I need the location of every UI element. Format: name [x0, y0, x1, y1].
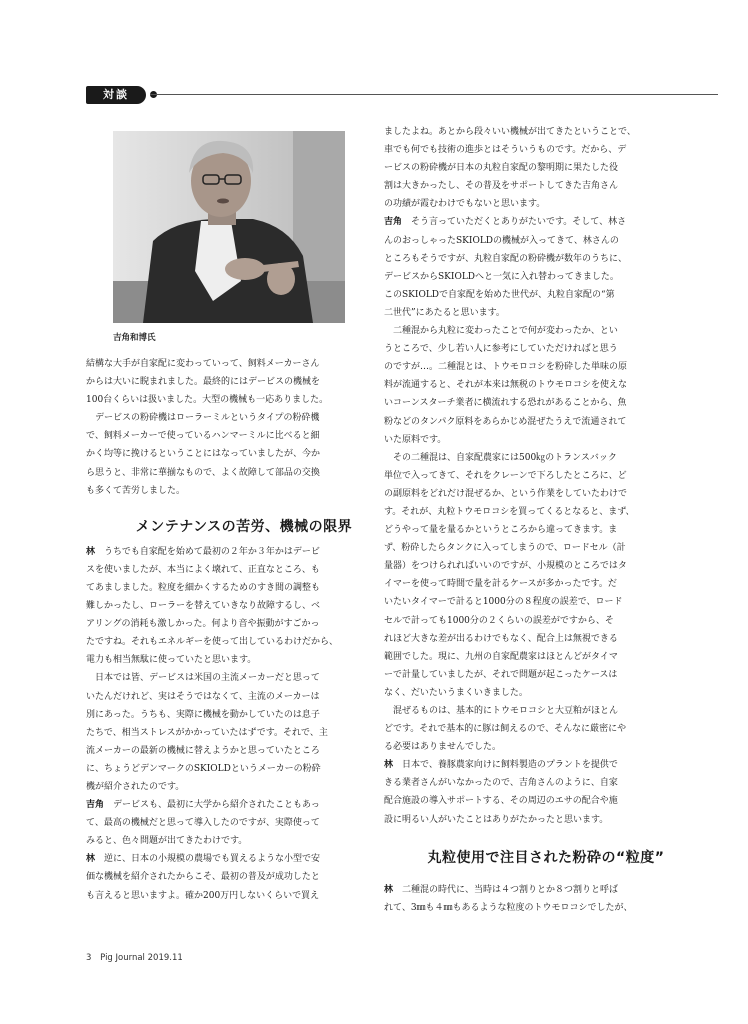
text-line: アリングの消耗も激しかった。何より音や振動がすごかっ [86, 619, 320, 630]
left-column [86, 355, 366, 905]
line-text: 二種混の時代に、当時は４つ割りとか８つ割りと呼ば [393, 884, 619, 895]
text-line: で、飼料メーカーで使っているハンマーミルに比べると細 [86, 431, 320, 442]
text-line [384, 213, 664, 231]
text-line: このSKIOLDで自家配を始めた世代が、丸粒自家配の“第 [384, 289, 615, 300]
text-line: 機が紹介されたのです。 [86, 781, 185, 792]
text-line: んのおっしゃったSKIOLDの機械が入ってきて、林さんの [384, 235, 619, 246]
section-heading: メンテナンスの苦労、機械の限界 [135, 519, 353, 535]
text-line: て、最高の機械だと思って導入したのですが、実際使って [86, 818, 320, 829]
text-line: 二世代”にあたると思います。 [384, 307, 505, 318]
paragraph [384, 449, 664, 702]
text-line: の副原料をどれだけ混ぜるか、という作業をしていたわけで [384, 488, 628, 499]
speaker-name: 林 [86, 854, 96, 865]
text-line: スを使いましたが、本当によく壊れて、正直なところ、も [86, 564, 320, 575]
text-line: 範囲でした。現に、九州の自家配農家はほとんどがタイマ [384, 651, 618, 662]
text-line: 粉などのタンパク原料をあらかじめ混ぜたうえで流通されて [384, 416, 627, 427]
photo-caption: 吉角和博氏 [113, 333, 156, 343]
text-line: たちで、相当ストレスがかかっていたはずです。それで、主 [86, 727, 328, 738]
text-line: ービスの粉砕機が日本の丸粒自家配の黎明期に果たした役 [384, 163, 619, 174]
text-line [86, 543, 366, 561]
section-heading: 丸粒使用で注目された粉砕の“粒度” [427, 850, 665, 866]
text-line: 電力も相当無駄に使っていたと思います。 [86, 655, 257, 666]
portrait-image [113, 131, 345, 323]
text-line: いコーンスターチ業者に横流れする恐れがあることから、魚 [384, 398, 627, 409]
text-line [86, 796, 366, 814]
text-line: 難しかったし、ローラーを替えていきなり故障するし、ベ [86, 601, 321, 612]
page-footer [86, 953, 183, 963]
text-line: なく、だいたいうまくいきました。 [384, 687, 528, 698]
text-line: 配合施設の導入サポートする、その周辺のエサの配合や施 [384, 796, 618, 807]
text-line: デービスからSKIOLDへと一気に入れ替わってきました。 [384, 271, 619, 282]
text-line: 結構な大手が自家配に変わっていって、飼料メーカーさん [86, 359, 320, 369]
text-line [384, 881, 664, 899]
text-line: てあましました。粒度を細かくするためのすき間の調整も [86, 582, 321, 593]
speaker-name: 林 [384, 760, 394, 771]
speaker-name: 林 [384, 884, 394, 895]
text-line: どです。それで基本的に豚は飼えるので、そんなに厳密にや [384, 724, 627, 735]
paragraph [384, 881, 664, 917]
text-line: ところもそうですが、丸粒自家配の粉砕機が数年のうちに、 [384, 253, 628, 264]
text-line: れほど大きな差が出るわけでもなく、配合上は無視できる [384, 633, 618, 644]
line-text: うちでも自家配を始めて最初の２年か３年かはデービ [95, 546, 320, 557]
paragraph [384, 123, 664, 213]
paragraph [384, 213, 664, 322]
text-line: からは大いに睨まれました。最終的にはデービスの機械を [86, 377, 321, 388]
text-line [384, 756, 664, 774]
text-line: 単位で入ってきて、それをクレーンで下ろしたところに、ど [384, 470, 627, 481]
text-line: その二種混は、自家配農家には500㎏のトランスバック [384, 452, 617, 463]
text-line: 日本では皆、デービスは米国の主流メーカーだと思って [86, 673, 320, 684]
paragraph [86, 796, 366, 850]
text-line: きる業者さんがいなかったので、吉角さんのように、自家 [384, 778, 618, 789]
text-line: も多くて苦労しました。 [86, 485, 186, 496]
text-line: ず、粉砕したらタンクに入ってしまうので、ロードセル（計 [384, 543, 626, 554]
text-line: いたいタイマーで計ると1000分の８程度の誤差で、ロード [384, 597, 623, 608]
text-line: 設に明るい人がいたことはありがたかったと思います。 [384, 814, 609, 825]
text-line: 混ぜるものは、基本的にトウモロコシと大豆粕がほとん [384, 706, 619, 716]
text-line: も言えると思いますよ。確か200万円しないくらいで買え [86, 890, 320, 901]
text-line: かく均等に挽けるということにはなっていましたが、今か [86, 449, 321, 460]
line-text: 逆に、日本の小規模の農場でも買えるような小型で安 [95, 854, 321, 865]
text-line: ーで計量していましたが、それで問題が起こったケースは [384, 669, 618, 680]
text-line: の功績が霞むわけでもないと思います。 [384, 199, 546, 210]
line-text: そう言っていただくとありがたいです。そして、林さ [402, 217, 627, 228]
paragraph [86, 409, 366, 499]
paragraph [86, 355, 366, 409]
paragraph [384, 756, 664, 828]
section-header [86, 86, 718, 104]
text-line: いた原料です。 [384, 434, 447, 445]
text-line: みると、色々問題が出てきたわけです。 [86, 836, 248, 847]
header-rule [150, 94, 718, 95]
text-line: セルで計っても1000分の２くらいの誤差がですから、そ [384, 615, 614, 626]
text-line: 割は大きかったし、その普及をサポートしてきた吉角さん [384, 181, 619, 192]
paragraph [86, 850, 366, 904]
speaker-name: 林 [86, 546, 96, 557]
journal-name: Pig Journal 2019.11 [100, 953, 183, 963]
text-line: うところで、少し若い人に参考にしていただければと思う [384, 344, 618, 355]
text-line: す。それが、丸粒トウモロコシを買ってくるとなると、まず、 [384, 506, 635, 517]
text-line: たですね。それもエネルギーを使って出しているわけだから、 [86, 637, 339, 648]
text-line: ましたよね。あとから段々いい機械が出てきたということで、 [384, 127, 636, 137]
paragraph [86, 669, 366, 796]
text-line: 100台くらいは扱いました。大型の機械も一応ありました。 [86, 395, 329, 406]
interviewee-photo [113, 131, 345, 323]
text-line: どうやって量を量るかというところから違ってきます。ま [384, 525, 618, 536]
line-text: 日本で、養豚農家向けに飼料製造のプラントを提供で [393, 760, 618, 771]
speaker-name: 吉角 [86, 800, 105, 811]
paragraph [384, 322, 664, 449]
text-line: 二種混から丸粒に変わったことで何が変わったか、とい [384, 326, 618, 337]
speaker-name: 吉角 [384, 217, 403, 228]
paragraph [86, 543, 366, 670]
text-line: に、ちょうどデンマークのSKIOLDというメーカーの粉砕 [86, 763, 321, 774]
text-line: 流メーカーの最新の機械に替えようかと思っていたところ [86, 745, 320, 756]
line-text: デービスも、最初に大学から紹介されたこともあっ [104, 800, 320, 811]
text-line [86, 850, 366, 868]
text-line: いたんだけれど、実はそうではなくて、主流のメーカーは [86, 691, 320, 702]
paragraph [384, 702, 664, 756]
text-line: デービスの粉砕機はローラーミルというタイプの粉砕機 [86, 413, 320, 424]
text-line: イマーを使って時間で量を計るケースが多かったです。だ [384, 579, 617, 590]
text-line: 価な機械を紹介されたからこそ、最初の普及が成功したと [86, 872, 320, 883]
text-line: れて、3㎜も４㎜もあるような粒度のトウモロコシでしたが、 [384, 902, 633, 913]
text-line: る必要はありませんでした。 [384, 742, 502, 753]
text-line: 料が流通すると、それが本来は無税のトウモロコシを使えな [384, 380, 628, 391]
page-number: 3 [86, 953, 92, 963]
text-line: 車でも何でも技術の進歩とはそういうものです。だから、デ [384, 145, 627, 156]
section-tag: 対談 [86, 86, 146, 104]
text-line: 量器）をつけられればいいのですが、小規模のところではタ [384, 561, 627, 572]
text-line: ら思うと、非常に華揃なもので、よく故障して部品の交換 [86, 467, 320, 478]
text-line: 別にあった。うちも、実際に機械を動かしていたのは息子 [86, 709, 320, 720]
text-line: のですが…。二種混とは、トウモロコシを粉砕した単味の原 [384, 362, 628, 373]
right-column [384, 123, 664, 917]
